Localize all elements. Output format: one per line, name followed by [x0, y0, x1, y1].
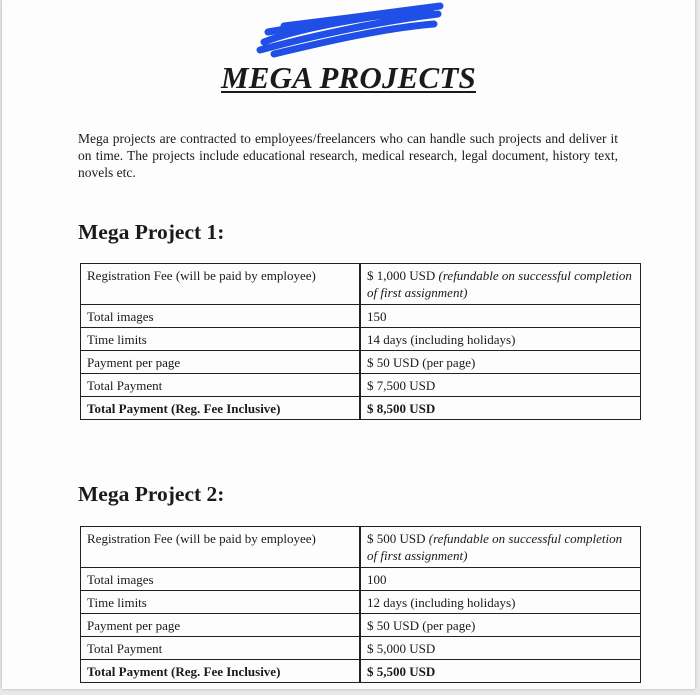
table-row [81, 328, 641, 351]
table-row-total [81, 660, 641, 683]
row-label: Total images [81, 568, 361, 591]
row-value: 150 [360, 305, 641, 328]
table-row [81, 614, 641, 637]
fee-amount: $ 1,000 USD [367, 268, 436, 283]
row-value: $ 8,500 USD [360, 397, 641, 420]
row-label: Registration Fee (will be paid by employee) [81, 264, 361, 305]
table-row [81, 527, 641, 568]
table-row [81, 591, 641, 614]
document-page [2, 0, 695, 689]
row-label: Time limits [81, 591, 361, 614]
row-label: Payment per page [81, 351, 361, 374]
fee-amount: $ 500 USD [367, 531, 426, 546]
row-label: Total images [81, 305, 361, 328]
row-value: $ 5,500 USD [360, 660, 641, 683]
fee-note: (refundable on successful completion of first assignment) [367, 268, 632, 300]
row-label: Payment per page [81, 614, 361, 637]
intro-paragraph: Mega projects are contracted to employees/freelancers who can handle such projects and deliver it on time. The projects include educational research, medical research, legal document, history text, novels etc. [78, 131, 618, 180]
row-label: Total Payment (Reg. Fee Inclusive) [81, 660, 361, 683]
project-heading: Mega Project 1: [78, 220, 225, 244]
table-row [81, 374, 641, 397]
table-row [81, 264, 641, 305]
row-label: Total Payment (Reg. Fee Inclusive) [81, 397, 361, 420]
table-row [81, 351, 641, 374]
fee-note: (refundable on successful completion of first assignment) [367, 531, 623, 563]
row-value [360, 264, 641, 305]
row-value [360, 527, 641, 568]
row-label: Registration Fee (will be paid by employee) [81, 527, 361, 568]
row-label: Total Payment [81, 637, 361, 660]
page-title: MEGA PROJECTS [221, 60, 476, 95]
table-row [81, 568, 641, 591]
row-label: Total Payment [81, 374, 361, 397]
row-label: Time limits [81, 328, 361, 351]
table-row [81, 637, 641, 660]
row-value: 14 days (including holidays) [360, 328, 641, 351]
row-value: 100 [360, 568, 641, 591]
table-row-total [81, 397, 641, 420]
project-table [80, 263, 641, 420]
project-table [80, 526, 641, 683]
project-heading: Mega Project 2: [78, 482, 225, 506]
row-value: $ 5,000 USD [360, 637, 641, 660]
table-row [81, 305, 641, 328]
row-value: $ 50 USD (per page) [360, 351, 641, 374]
row-value: 12 days (including holidays) [360, 591, 641, 614]
redaction-scribble [254, 2, 444, 58]
row-value: $ 7,500 USD [360, 374, 641, 397]
row-value: $ 50 USD (per page) [360, 614, 641, 637]
